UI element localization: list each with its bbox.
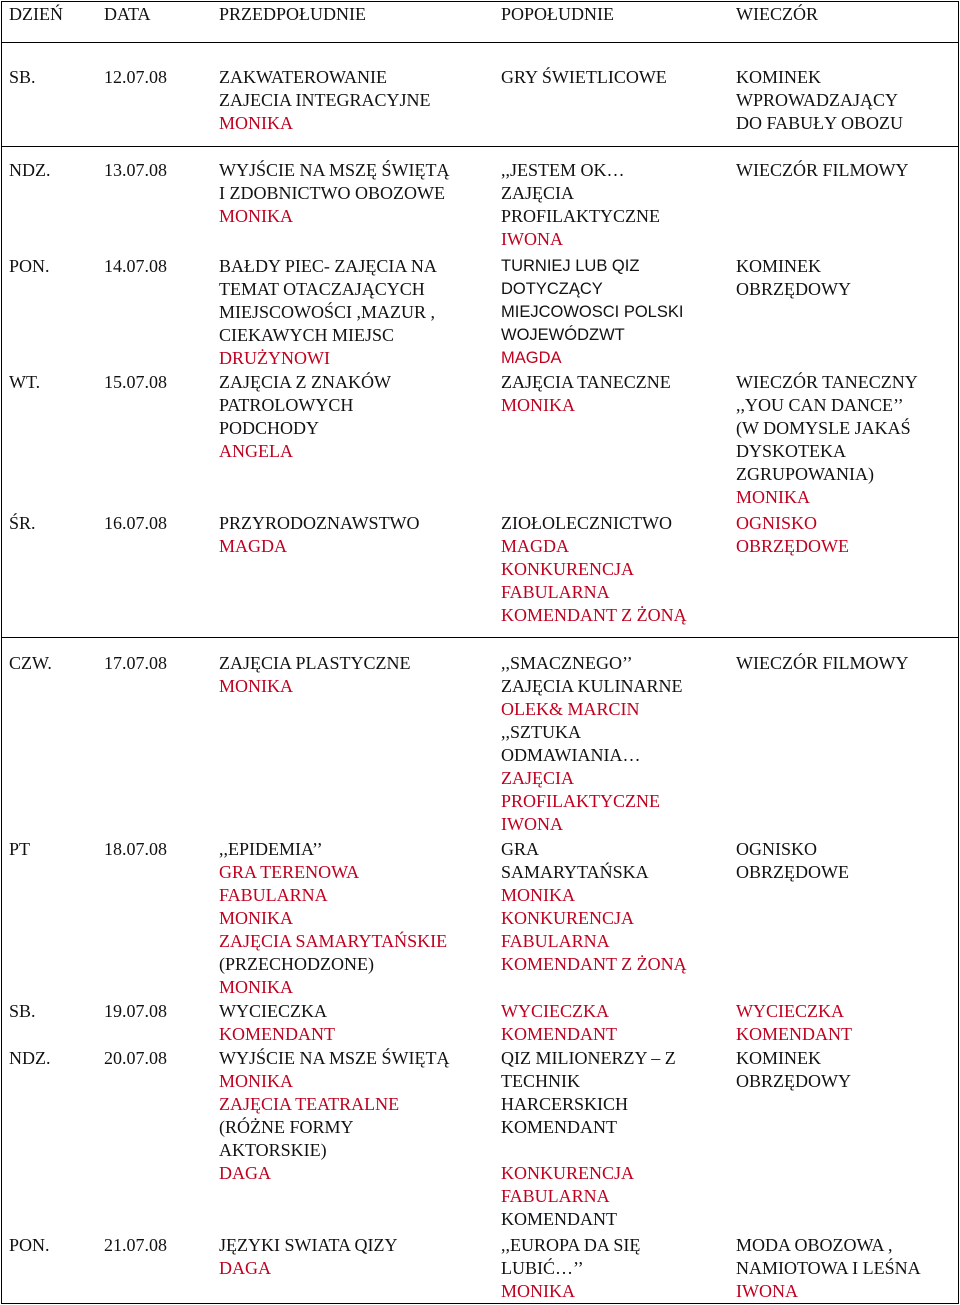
- evening-activity-cell: [736, 255, 851, 301]
- evening-activity-cell: [736, 159, 908, 182]
- activity-leader: KONKURENCJA: [501, 908, 635, 928]
- activity-line: OBRZĘDOWY: [736, 1071, 851, 1091]
- activity-line: ZAJĘCIA: [501, 183, 574, 203]
- day-cell: PON.: [9, 256, 50, 276]
- activity-line: DOTYCZĄCY: [501, 280, 603, 298]
- activity-line: ,,SMACZNEGO’’: [501, 653, 633, 673]
- table-rule: [1, 637, 958, 638]
- activity-leader: ZAJĘCIA TEATRALNE: [219, 1094, 400, 1114]
- date-cell: 17.07.08: [104, 653, 167, 673]
- evening-activity-cell: [736, 66, 903, 135]
- activity-line: WYJŚCIE NA MSZE ŚWIĘTĄ: [219, 1048, 450, 1068]
- table-border: [958, 1, 959, 1304]
- header-evening: WIECZÓR: [736, 4, 818, 24]
- morning-activity-cell: [219, 652, 411, 698]
- activity-line: ZGRUPOWANIA): [736, 464, 874, 484]
- date-cell: 20.07.08: [104, 1048, 167, 1068]
- activity-line: PRZYRODOZNAWSTWO: [219, 513, 420, 533]
- activity-line: OBRZĘDOWE: [736, 862, 849, 882]
- day-cell: WT.: [9, 372, 41, 392]
- activity-leader: MONIKA: [219, 977, 293, 997]
- table-rule: [1, 1, 958, 2]
- table-rule: [1, 146, 958, 147]
- activity-line: DYSKOTEKA: [736, 441, 846, 461]
- evening-activity-cell: [736, 1047, 851, 1093]
- date-cell: 13.07.08: [104, 160, 167, 180]
- day-cell: ŚR.: [9, 513, 36, 533]
- activity-line: (RÓŻNE FORMY: [219, 1117, 354, 1137]
- activity-line: OGNISKO: [736, 839, 817, 859]
- activity-line: HARCERSKICH: [501, 1094, 629, 1114]
- afternoon-activity-cell: [501, 512, 687, 627]
- activity-line: ZAJĘCIA PLASTYCZNE: [219, 653, 411, 673]
- activity-leader: KOMENDANT: [736, 1024, 852, 1044]
- activity-line: ZIOŁOLECZNICTWO: [501, 513, 672, 533]
- morning-activity-cell: [219, 255, 437, 370]
- activity-line: GRA: [501, 839, 540, 859]
- evening-activity-cell: [736, 512, 849, 558]
- activity-line: WIECZÓR FILMOWY: [736, 160, 909, 180]
- activity-leader: OGNISKO: [736, 513, 817, 533]
- activity-line: WIECZÓR FILMOWY: [736, 653, 909, 673]
- afternoon-activity-cell: [501, 1047, 676, 1231]
- morning-activity-cell: [219, 1047, 450, 1185]
- activity-line: WYCIECZKA: [219, 1001, 327, 1021]
- activity-line: ,,EPIDEMIA’’: [219, 839, 323, 859]
- activity-line: TECHNIK: [501, 1071, 580, 1091]
- date-cell: 18.07.08: [104, 839, 167, 859]
- morning-activity-cell: [219, 512, 420, 558]
- activity-leader: MONIKA: [219, 113, 293, 133]
- day-cell: NDZ.: [9, 1048, 51, 1068]
- activity-leader: GRA TERENOWA: [219, 862, 360, 882]
- afternoon-activity-cell: [501, 66, 667, 89]
- activity-leader: MAGDA: [501, 349, 562, 367]
- activity-line: LUBIĆ…’’: [501, 1258, 584, 1278]
- activity-leader: MONIKA: [219, 1071, 293, 1091]
- afternoon-activity-cell: [501, 371, 671, 417]
- activity-line: ZAKWATEROWANIE: [219, 67, 387, 87]
- table-rule: [1, 42, 958, 43]
- afternoon-activity-cell: [501, 838, 687, 976]
- activity-line: PODCHODY: [219, 418, 320, 438]
- activity-leader: DAGA: [219, 1258, 271, 1278]
- afternoon-activity-cell: [501, 159, 660, 251]
- activity-leader: WYCIECZKA: [501, 1001, 609, 1021]
- activity-line: KOMENDANT: [501, 1209, 617, 1229]
- activity-line: ZAJĘCIA TANECZNE: [501, 372, 671, 392]
- activity-leader: IWONA: [501, 814, 563, 834]
- header-morning: PRZEDPOŁUDNIE: [219, 4, 366, 24]
- day-cell: SB.: [9, 67, 36, 87]
- morning-activity-cell: [219, 371, 391, 463]
- activity-leader: FABULARNA: [501, 931, 610, 951]
- evening-activity-cell: [736, 652, 908, 675]
- morning-activity-cell: [219, 1234, 398, 1280]
- activity-line: ZAJĘCIA KULINARNE: [501, 676, 683, 696]
- activity-line: I ZDOBNICTWO OBOZOWE: [219, 183, 445, 203]
- activity-leader: MONIKA: [219, 206, 293, 226]
- day-cell: NDZ.: [9, 160, 51, 180]
- activity-line: WIECZÓR TANECZNY: [736, 372, 918, 392]
- activity-line: WYJŚCIE NA MSZĘ ŚWIĘTĄ: [219, 160, 450, 180]
- activity-line: GRY ŚWIETLICOWE: [501, 67, 667, 87]
- activity-line: ,,EUROPA DA SIĘ: [501, 1235, 641, 1255]
- activity-line: ODMAWIANIA…: [501, 745, 641, 765]
- activity-line: ,,SZTUKA: [501, 722, 581, 742]
- activity-line: (PRZECHODZONE): [219, 954, 374, 974]
- table-rule: [1, 1303, 958, 1304]
- activity-leader: OBRZĘDOWE: [736, 536, 849, 556]
- activity-line: DO FABUŁY OBOZU: [736, 113, 904, 133]
- activity-line: PROFILAKTYCZNE: [501, 206, 661, 226]
- activity-leader: MAGDA: [219, 536, 288, 556]
- activity-leader: MONIKA: [501, 395, 575, 415]
- activity-leader: PROFILAKTYCZNE: [501, 791, 661, 811]
- morning-activity-cell: [219, 66, 431, 135]
- activity-leader: MAGDA: [501, 536, 570, 556]
- morning-activity-cell: [219, 159, 450, 228]
- header-afternoon: POPOŁUDNIE: [501, 4, 615, 24]
- activity-leader: KONKURENCJA: [501, 1163, 635, 1183]
- activity-leader: MONIKA: [219, 908, 293, 928]
- activity-leader: KOMENDANT Z ŻONĄ: [501, 954, 687, 974]
- activity-leader: KOMENDANT: [501, 1024, 617, 1044]
- activity-leader: OLEK& MARCIN: [501, 699, 640, 719]
- activity-line: AKTORSKIE): [219, 1140, 327, 1160]
- activity-leader: DRUŻYNOWI: [219, 348, 330, 368]
- afternoon-activity-cell: [501, 1000, 617, 1046]
- activity-leader: WYCIECZKA: [736, 1001, 844, 1021]
- date-cell: 21.07.08: [104, 1235, 167, 1255]
- day-cell: PT: [9, 839, 31, 859]
- activity-line: JĘZYKI SWIATA QIZY: [219, 1235, 398, 1255]
- activity-line: CIEKAWYCH MIEJSC: [219, 325, 395, 345]
- day-cell: CZW.: [9, 653, 52, 673]
- activity-leader: ANGELA: [219, 441, 293, 461]
- activity-line: SAMARYTAŃSKA: [501, 862, 649, 882]
- activity-leader: KOMENDANT Z ŻONĄ: [501, 605, 687, 625]
- afternoon-activity-cell: [501, 255, 683, 370]
- activity-line: BAŁDY PIEC- ZAJĘCIA NA: [219, 256, 437, 276]
- activity-leader: DAGA: [219, 1163, 271, 1183]
- date-cell: 15.07.08: [104, 372, 167, 392]
- morning-activity-cell: [219, 838, 447, 999]
- activity-line: ,,JESTEM OK…: [501, 160, 625, 180]
- activity-line: (W DOMYSLE JAKAŚ: [736, 418, 911, 438]
- activity-leader: FABULARNA: [501, 1186, 610, 1206]
- activity-line: ,,YOU CAN DANCE’’: [736, 395, 904, 415]
- day-cell: SB.: [9, 1001, 36, 1021]
- date-cell: 16.07.08: [104, 513, 167, 533]
- activity-leader: IWONA: [501, 229, 563, 249]
- activity-leader: MONIKA: [736, 487, 810, 507]
- activity-leader: ZAJĘCIA: [501, 768, 574, 788]
- header-day: DZIEŃ: [9, 4, 63, 24]
- activity-leader: MONIKA: [219, 676, 293, 696]
- evening-activity-cell: [736, 371, 918, 509]
- evening-activity-cell: [736, 1000, 852, 1046]
- activity-line: TEMAT OTACZAJĄCYCH: [219, 279, 425, 299]
- activity-line: QIZ MILIONERZY – Z: [501, 1048, 676, 1068]
- activity-line: KOMINEK: [736, 67, 821, 87]
- table-border: [1, 1, 2, 1304]
- activity-leader: FABULARNA: [219, 885, 328, 905]
- activity-line: KOMINEK: [736, 1048, 821, 1068]
- evening-activity-cell: [736, 1234, 921, 1303]
- activity-line: MODA OBOZOWA ,: [736, 1235, 893, 1255]
- activity-leader: MONIKA: [501, 1281, 575, 1301]
- activity-leader: IWONA: [736, 1281, 798, 1301]
- activity-line: [501, 1139, 676, 1162]
- activity-line: MIEJCOWOSCI POLSKI: [501, 303, 684, 321]
- activity-line: PATROLOWYCH: [219, 395, 354, 415]
- activity-line: KOMENDANT: [501, 1117, 617, 1137]
- activity-line: ZAJĘCIA Z ZNAKÓW: [219, 372, 391, 392]
- date-cell: 12.07.08: [104, 67, 167, 87]
- activity-line: KOMINEK: [736, 256, 821, 276]
- header-date: DATA: [104, 4, 151, 24]
- activity-line: ZAJECIA INTEGRACYJNE: [219, 90, 431, 110]
- day-cell: PON.: [9, 1235, 50, 1255]
- activity-line: NAMIOTOWA I LEŚNA: [736, 1258, 921, 1278]
- activity-line: WPROWADZAJĄCY: [736, 90, 898, 110]
- activity-leader: ZAJĘCIA SAMARYTAŃSKIE: [219, 931, 448, 951]
- activity-line: TURNIEJ LUB QIZ: [501, 257, 640, 275]
- activity-leader: KONKURENCJA: [501, 559, 635, 579]
- date-cell: 14.07.08: [104, 256, 167, 276]
- activity-line: OBRZĘDOWY: [736, 279, 851, 299]
- morning-activity-cell: [219, 1000, 335, 1046]
- afternoon-activity-cell: [501, 652, 683, 836]
- date-cell: 19.07.08: [104, 1001, 167, 1021]
- activity-leader: FABULARNA: [501, 582, 610, 602]
- afternoon-activity-cell: [501, 1234, 640, 1303]
- activity-leader: MONIKA: [501, 885, 575, 905]
- activity-leader: KOMENDANT: [219, 1024, 335, 1044]
- activity-line: MIEJSCOWOŚCI ,MAZUR ,: [219, 302, 436, 322]
- activity-line: WOJEWÓDZWT: [501, 326, 625, 344]
- evening-activity-cell: [736, 838, 849, 884]
